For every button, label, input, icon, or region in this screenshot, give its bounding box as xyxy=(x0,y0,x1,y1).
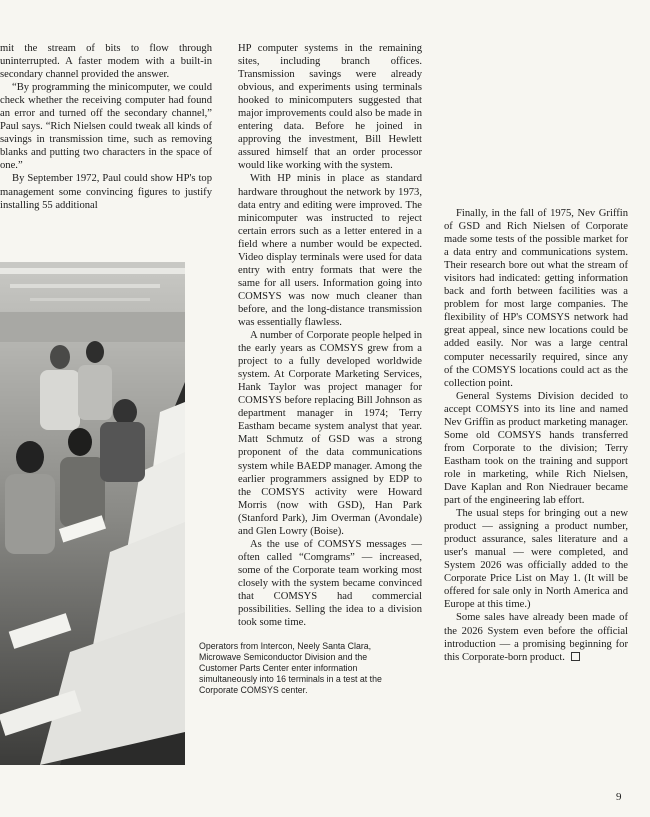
paragraph: HP computer systems in the remaining sites, including branch offices. Transmission savings were already obvious, and experiments using terminals hooked to minicomputers suggested that major improvements could also be made in entering data. Before he joined in approving the investment, Bill Hewlett assured himself that an order processor would like working with the system. xyxy=(238,43,422,172)
paragraph: By September 1972, Paul could show HP's top management some convincing figures to justify installing 55 additional xyxy=(0,173,212,211)
text-column-1 xyxy=(0,42,212,212)
text-column-3 xyxy=(444,207,628,664)
photo-illustration xyxy=(0,262,185,765)
paragraph: With HP minis in place as standard hardware throughout the network by 1973, data entry and editing were improved. The minicomputer was instructed to reject certain errors such as a letter entered in a field where a number would be expected. Video display terminals were used for data entry with entry formats that were the same for all users. Information going into COMSYS was now much cleaner than before, and the long-distance transmission was essentially flawless. xyxy=(238,173,422,328)
paragraph-text: Some sales have already been made of the 2026 System even before the official introduction — a promising beginning for this Corporate-born product. xyxy=(444,612,628,663)
page-number: 9 xyxy=(616,791,622,803)
paragraph: General Systems Division decided to accept COMSYS into its line and named Nev Griffin as product marketing manager. Some old COMSYS hands transferred from Corporate to the division; Terry Eastham took on the training and support role in marketing, while Rich Nielsen, Dave Kaplan and Ron Niedrauer became part of the engineering lab effort. xyxy=(444,390,628,507)
end-mark-icon xyxy=(571,652,580,661)
paragraph: As the use of COMSYS messages — often called “Comgrams” — increased, some of the Corporate team working most closely with the system became convinced that COMSYS had commercial possibilities. Selling the idea to a division took some time. xyxy=(238,538,422,629)
photo-operators-at-terminals xyxy=(0,262,185,765)
paragraph: Finally, in the fall of 1975, Nev Griffin of GSD and Rich Nielsen of Corporate made some tests of the possible market for a data entry and communications system. Their research bore out what the stream of visitors had indicated: getting information back and forth between facilities was a problem for most large companies. The flexibility of HP's COMSYS network had great appeal, since new locations could be added easily. Nor was a large central computer necessarily required, since any of the COMSYS locations could act as the collection point. xyxy=(444,208,628,389)
paragraph: The usual steps for bringing out a new product — assigning a product number, product assurance, sales literature and a user's manual — were completed, and System 2026 was officially added to the Corporate Price List on May 1. (It will be offered for sale only in North America and Europe at this time.) xyxy=(444,508,628,611)
text-column-2 xyxy=(238,42,422,629)
paragraph: mit the stream of bits to flow through uninterrupted. A faster modem with a built-in secondary channel provided the answer. xyxy=(0,43,212,81)
paragraph: A number of Corporate people helped in the early years as COMSYS grew from a project to a fully developed worldwide system. At Corporate Marketing Services, Hank Taylor was project manager for COMSYS before replacing Bill Johnson as department manager in 1974; Terry Eastham became system analyst that year. Matt Schmutz of GSD was a strong proponent of the data communications system while BAEDP manager. Among the earlier programmers assigned by EDP to the COMSYS activity were Howard Morris (now with GSD), Han Park (Stanford Park), Jim Overman (Avondale) and Glen Lowry (Boise). xyxy=(238,330,422,537)
paragraph xyxy=(444,611,628,663)
photo-caption: Operators from Intercon, Neely Santa Clara, Microwave Semiconductor Division and the Customer Parts Center enter information simultaneously into 16 terminals in a test at the Corporate COMSYS center. xyxy=(199,641,382,695)
paragraph: “By programming the minicomputer, we could check whether the receiving computer had found an error and turned off the secondary channel,” Paul says. “Rich Nielsen could tweak all kinds of savings in transmission time, such as removing blanks and putting two characters in the space of one.” xyxy=(0,82,212,172)
